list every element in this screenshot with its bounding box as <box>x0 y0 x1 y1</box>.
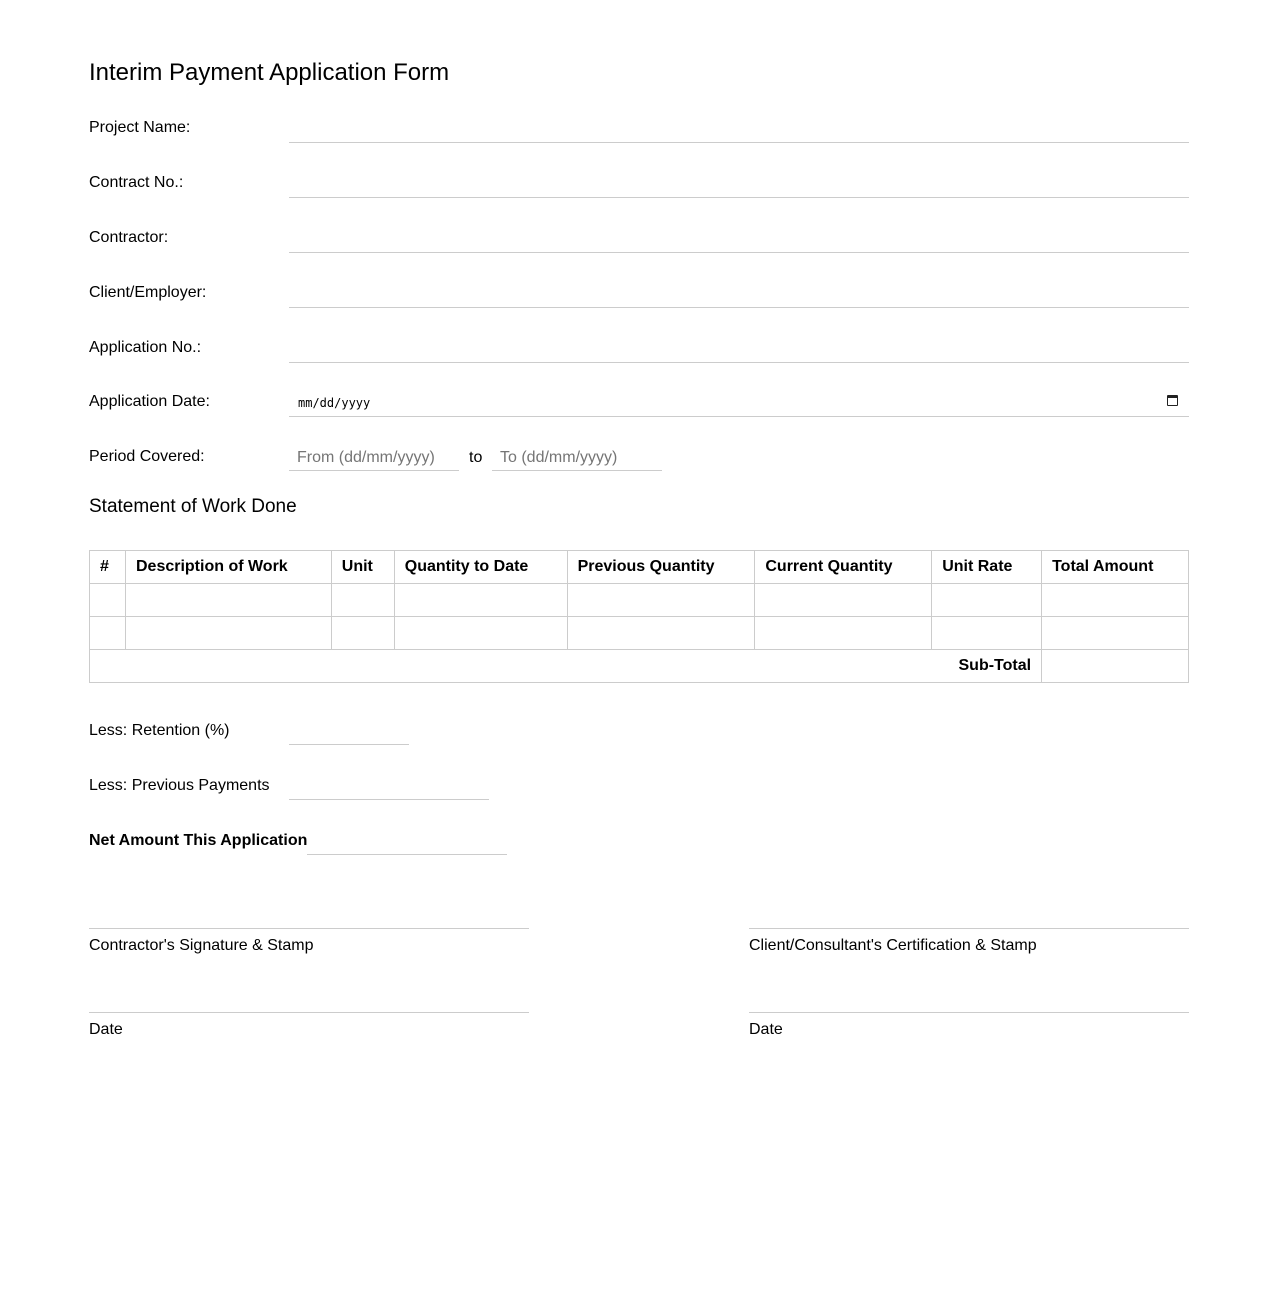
column-header-total-amount: Total Amount <box>1042 551 1189 584</box>
client-date-line[interactable] <box>749 1012 1189 1013</box>
contractor-signature-label: Contractor's Signature & Stamp <box>89 937 314 954</box>
retention-row <box>89 722 1189 762</box>
period-to-label: to <box>469 449 483 466</box>
project-name-input[interactable] <box>289 117 1189 143</box>
column-header-quantity-to-date: Quantity to Date <box>394 551 567 584</box>
table-cell[interactable] <box>394 617 567 650</box>
table-header-row <box>90 551 1189 584</box>
contractor-signature-line[interactable] <box>89 928 529 929</box>
period-covered-row <box>89 448 1189 488</box>
table-row <box>90 617 1189 650</box>
contractor-input[interactable] <box>289 227 1189 253</box>
column-header-number: # <box>90 551 126 584</box>
client-certification-label: Client/Consultant's Certification & Stamp <box>749 937 1037 954</box>
application-date-label: Application Date: <box>89 393 210 410</box>
net-amount-input[interactable] <box>307 829 507 855</box>
previous-payments-row <box>89 777 1189 817</box>
project-name-label: Project Name: <box>89 119 191 136</box>
table-cell[interactable] <box>125 617 331 650</box>
subtotal-row <box>90 650 1189 683</box>
table-cell[interactable] <box>331 584 394 617</box>
table-cell[interactable] <box>1042 584 1189 617</box>
contractor-label: Contractor: <box>89 229 169 246</box>
client-employer-label: Client/Employer: <box>89 284 207 301</box>
table-cell[interactable] <box>932 584 1042 617</box>
contract-no-row <box>89 174 1189 214</box>
retention-label: Less: Retention (%) <box>89 722 230 739</box>
table-cell[interactable] <box>755 617 932 650</box>
table-cell[interactable] <box>394 584 567 617</box>
contract-no-label: Contract No.: <box>89 174 184 191</box>
table-cell[interactable] <box>90 617 126 650</box>
client-certification-line[interactable] <box>749 928 1189 929</box>
application-no-input[interactable] <box>289 337 1189 363</box>
client-employer-row <box>89 284 1189 324</box>
application-date-input[interactable] <box>289 391 1189 417</box>
application-no-row <box>89 339 1189 379</box>
net-amount-row <box>89 832 1189 872</box>
table-cell[interactable] <box>1042 617 1189 650</box>
retention-input[interactable] <box>289 719 409 745</box>
period-covered-label: Period Covered: <box>89 448 205 465</box>
table-cell[interactable] <box>932 617 1042 650</box>
work-done-table <box>89 550 1189 683</box>
contractor-date-line[interactable] <box>89 1012 529 1013</box>
column-header-previous-quantity: Previous Quantity <box>567 551 755 584</box>
application-date-row <box>89 393 1189 433</box>
table-cell[interactable] <box>125 584 331 617</box>
previous-payments-input[interactable] <box>289 774 489 800</box>
contractor-date-label: Date <box>89 1021 123 1038</box>
table-cell[interactable] <box>567 617 755 650</box>
form-title: Interim Payment Application Form <box>89 59 450 86</box>
statement-section-title: Statement of Work Done <box>89 496 297 517</box>
column-header-unit-rate: Unit Rate <box>932 551 1042 584</box>
client-date-label: Date <box>749 1021 783 1038</box>
client-employer-input[interactable] <box>289 282 1189 308</box>
table-row <box>90 584 1189 617</box>
table-cell[interactable] <box>755 584 932 617</box>
date-format-placeholder: mm/dd/yyyy <box>298 396 371 410</box>
application-no-label: Application No.: <box>89 339 202 356</box>
table-cell[interactable] <box>331 617 394 650</box>
subtotal-label: Sub-Total <box>90 650 1042 683</box>
period-to-input[interactable] <box>492 445 662 471</box>
contract-no-input[interactable] <box>289 172 1189 198</box>
project-name-row <box>89 119 1189 159</box>
column-header-unit: Unit <box>331 551 394 584</box>
calendar-icon[interactable] <box>1167 395 1178 406</box>
column-header-description: Description of Work <box>125 551 331 584</box>
table-cell[interactable] <box>90 584 126 617</box>
column-header-current-quantity: Current Quantity <box>755 551 932 584</box>
table-cell[interactable] <box>567 584 755 617</box>
net-amount-label: Net Amount This Application <box>89 832 308 849</box>
period-from-input[interactable] <box>289 445 459 471</box>
subtotal-value[interactable] <box>1042 650 1189 683</box>
contractor-row <box>89 229 1189 269</box>
previous-payments-label: Less: Previous Payments <box>89 777 270 794</box>
